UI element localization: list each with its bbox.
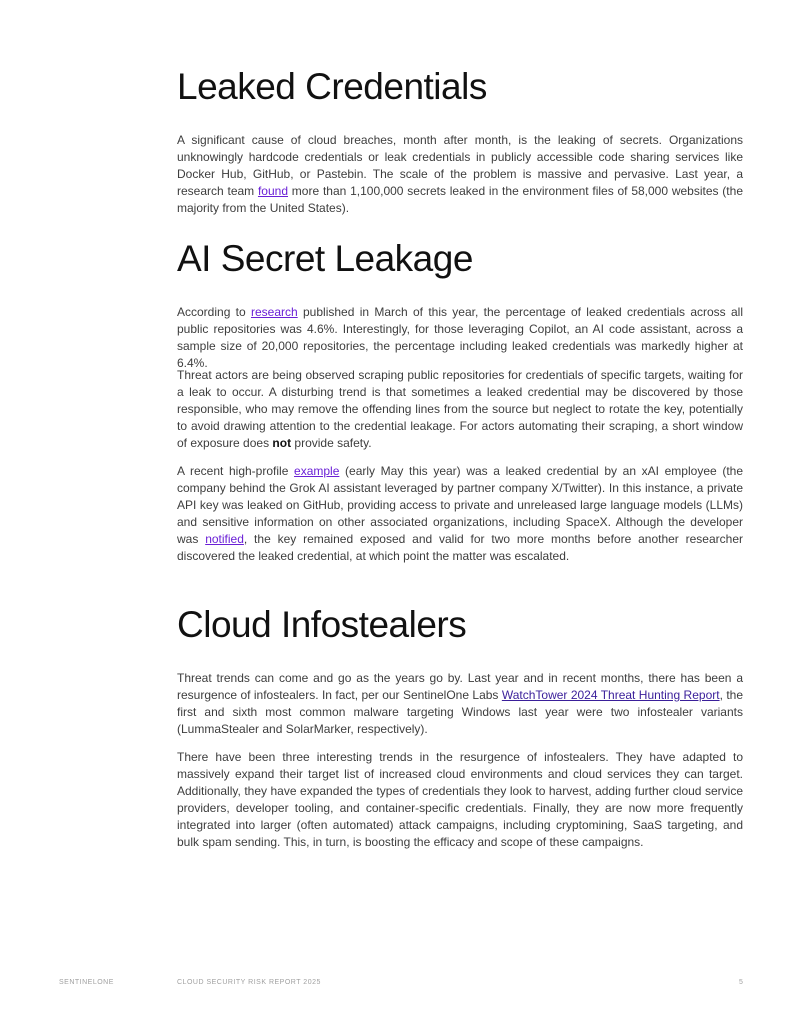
infostealers-paragraph-1: Threat trends can come and go as the years go by. Last year and in recent months, there has been a resurgence of infostealers. In fact, per our SentinelOne Labs WatchTower 2024 Threat Hunting Report, the first and sixth most common malware targeting Windows last year were two infostealer variants (LummaStealer and SolarMarker, respectively). xyxy=(177,671,743,736)
infostealers-paragraph-2: There have been three interesting trends in the resurgence of infostealers. They have adapted to massively expand their target list of increased cloud environments and cloud services they can target. Additionally, they have expanded the types of credentials they look to harvest, adding further cloud service providers, developer tooling, and container-specific credentials. Finally, they are now more frequently integrated into larger (often automated) attack campaigns, including cryptomining, SaaS targeting, and bulk spam sending. This, in turn, is boosting the efficacy and scope of these campaigns. xyxy=(177,750,743,849)
ai-leakage-paragraph-2: Threat actors are being observed scraping public repositories for credentials of specific targets, waiting for a leak to occur. A disturbing trend is that sometimes a leaked credential may be discovered by those responsible, who may remove the offending lines from the source but neglect to rotate the key, potentially to avoid drawing attention to the credential leakage. For actors automating their scraping, a short window of exposure does not provide safety. xyxy=(177,368,743,450)
example-link[interactable]: example xyxy=(294,464,340,478)
ai-leakage-paragraph-3: A recent high-profile example (early May this year) was a leaked credential by an xAI employee (the company behind the Grok AI assistant leveraged by partner company X/Twitter). In this instance, a private API key was leaked on GitHub, providing access to private and unreleased large language models (LLMs) and sensitive information on other associated organizations, including SpaceX. Although the developer was notified, the key remained exposed and valid for two more months before another researcher discovered the leaked credential, at which point the matter was escalated. xyxy=(177,464,743,563)
section-heading-ai-secret-leakage: AI Secret Leakage xyxy=(177,238,473,279)
ai-leakage-paragraph-1: According to research published in March of this year, the percentage of leaked credentials across all public repositories was 4.6%. Interestingly, for those leveraging Copilot, an AI code assistant, across a sample size of 20,000 repositories, the percentage including leaked credentials was markedly higher at 6.4%. xyxy=(177,305,743,370)
research-link[interactable]: research xyxy=(251,305,298,319)
footer-brand: SENTINELONE xyxy=(59,979,114,986)
footer-report-title: CLOUD SECURITY RISK REPORT 2025 xyxy=(177,979,321,986)
footer-page-number: 5 xyxy=(739,979,744,986)
notified-link[interactable]: notified xyxy=(205,532,244,546)
section-heading-cloud-infostealers: Cloud Infostealers xyxy=(177,604,467,645)
found-link[interactable]: found xyxy=(257,184,288,198)
watchtower-report-link[interactable]: WatchTower 2024 Threat Hunting Report xyxy=(501,688,720,702)
section-heading-leaked-credentials: Leaked Credentials xyxy=(177,66,487,107)
leaked-credentials-paragraph: A significant cause of cloud breaches, month after month, is the leaking of secrets. Organizations unknowingly hardcode credentials or leak credentials in publicly accessible code sharing services like Docker Hub, GitHub, or Pastebin. The scale of the problem is massive and pervasive. Last year, a research team found more than 1,100,000 secrets leaked in the environment files of 58,000 websites (the majority from the United States). xyxy=(177,133,743,215)
